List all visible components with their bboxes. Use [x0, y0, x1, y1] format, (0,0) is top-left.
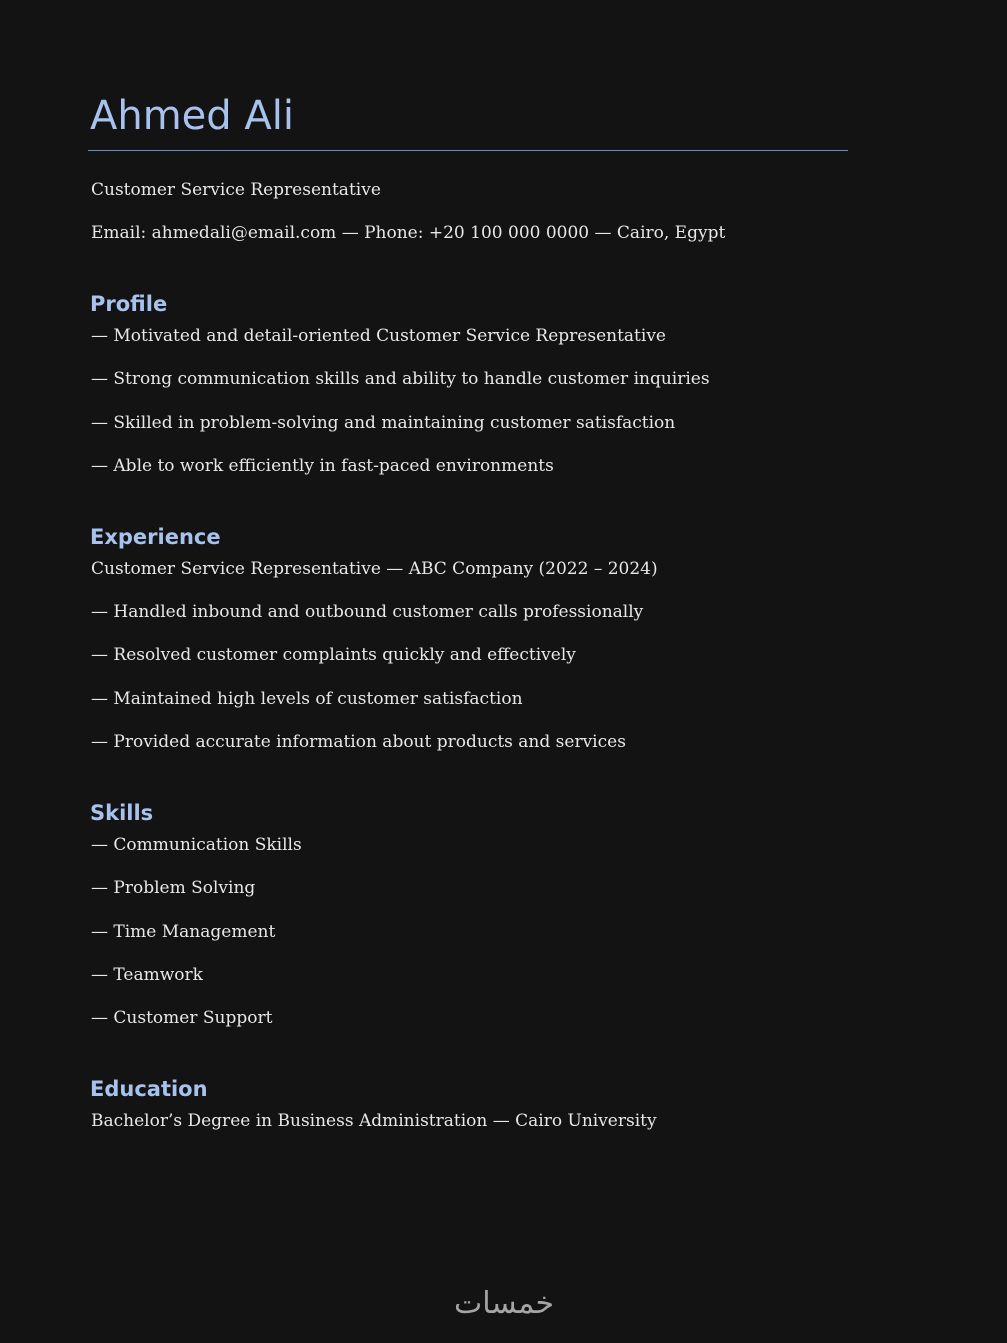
education-degree: Bachelor’s Degree in Business Administration — Cairo University [91, 1111, 657, 1131]
job-title: Customer Service Representative [91, 180, 381, 200]
skill-item: — Time Management [91, 922, 276, 942]
skills-heading: Skills [90, 801, 154, 825]
name-divider [88, 150, 848, 151]
contact-line: Email: ahmedali@email.com — Phone: +20 100 000 0000 — Cairo, Egypt [91, 223, 726, 243]
experience-item: — Provided accurate information about products and services [91, 732, 626, 752]
profile-heading: Profile [90, 292, 168, 316]
skill-item: — Customer Support [91, 1008, 273, 1028]
profile-item: — Strong communication skills and ability to handle customer inquiries [91, 369, 710, 389]
profile-item: — Skilled in problem-solving and maintaining customer satisfaction [91, 413, 676, 433]
experience-role: Customer Service Representative — ABC Company (2022 – 2024) [91, 559, 658, 579]
profile-item: — Motivated and detail-oriented Customer Service Representative [91, 326, 666, 346]
experience-item: — Resolved customer complaints quickly and effectively [91, 645, 576, 665]
khamsat-watermark-logo: خمسات [453, 1286, 555, 1321]
experience-item: — Maintained high levels of customer satisfaction [91, 689, 523, 709]
skill-item: — Teamwork [91, 965, 203, 985]
education-heading: Education [90, 1077, 208, 1101]
resume-name: Ahmed Ali [90, 93, 294, 139]
skill-item: — Communication Skills [91, 835, 302, 855]
experience-item: — Handled inbound and outbound customer calls professionally [91, 602, 644, 622]
experience-heading: Experience [90, 525, 221, 549]
profile-item: — Able to work efficiently in fast-paced environments [91, 456, 554, 476]
skill-item: — Problem Solving [91, 878, 256, 898]
